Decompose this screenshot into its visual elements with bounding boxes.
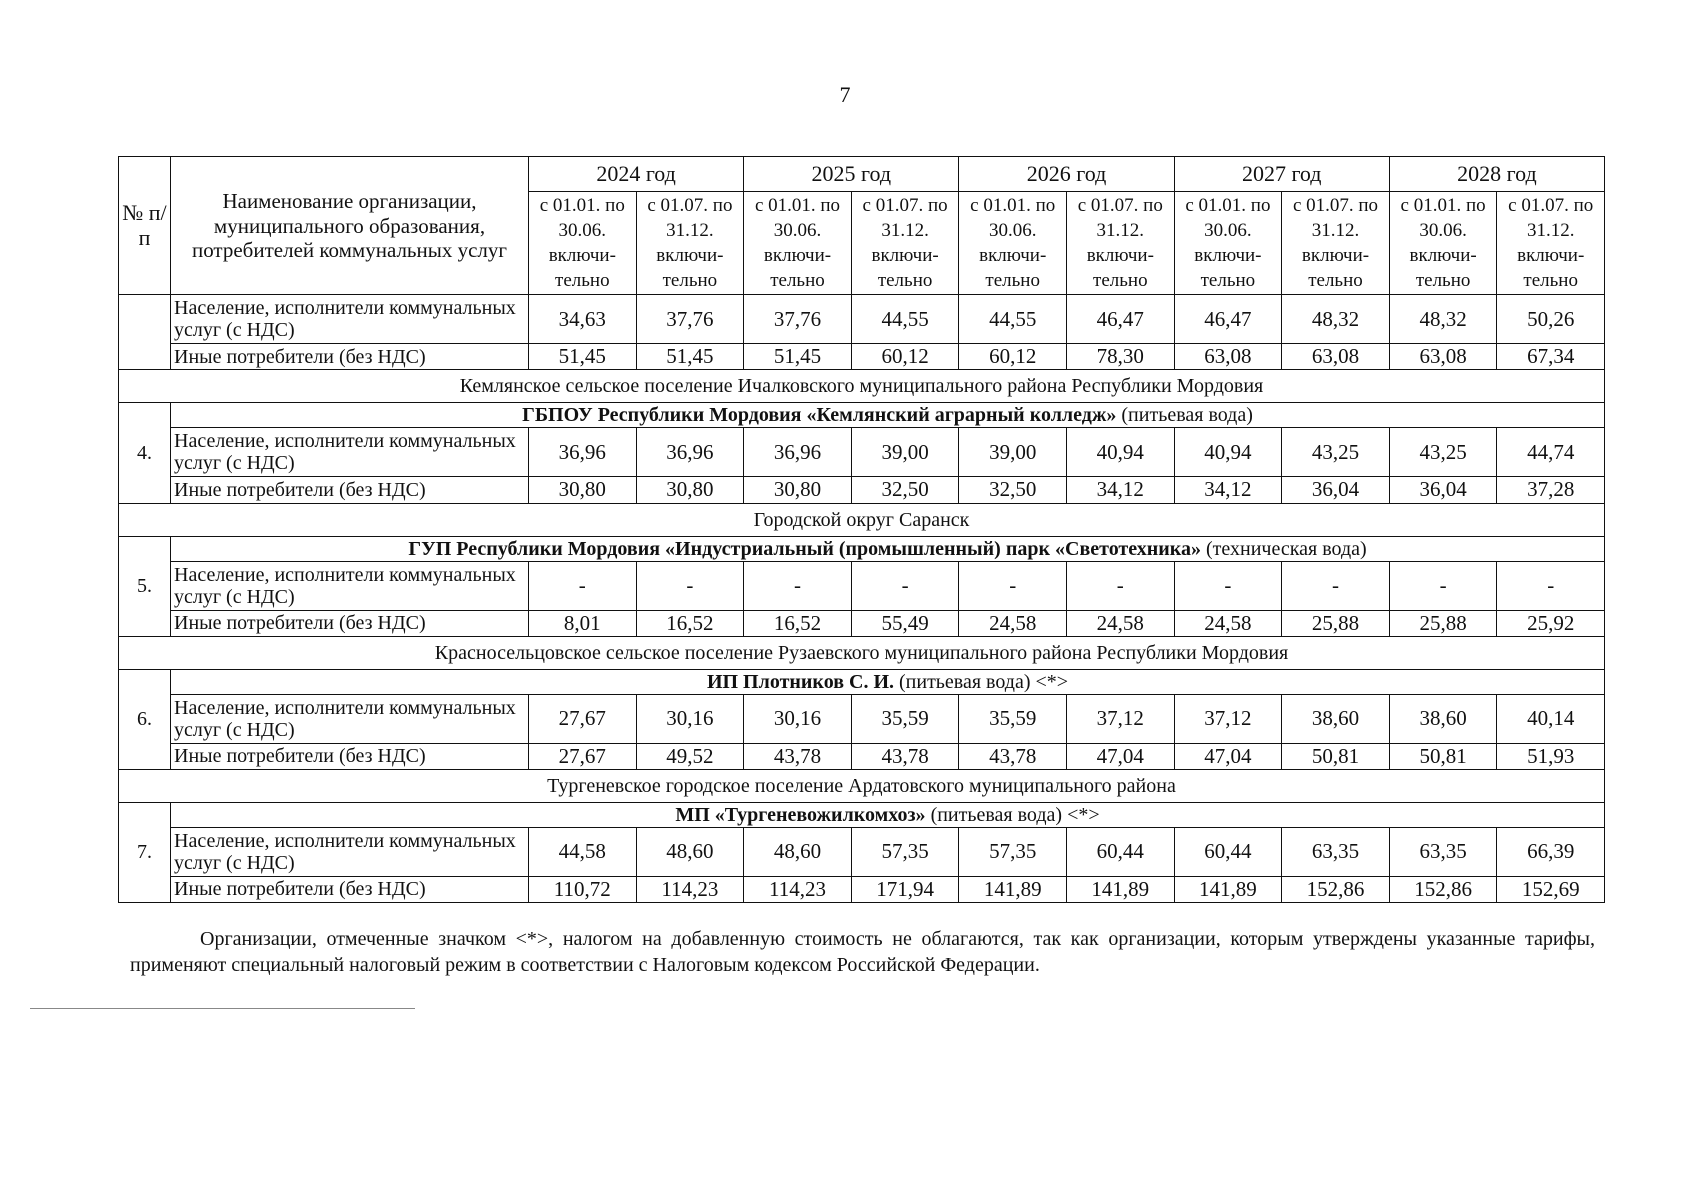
organization-row	[119, 536, 1605, 561]
value-cell: -	[636, 561, 744, 610]
value-cell: 37,76	[636, 295, 744, 344]
value-cell: 39,00	[851, 428, 959, 477]
value-cell: 30,16	[636, 694, 744, 743]
value-cell: -	[959, 561, 1067, 610]
value-cell: 43,25	[1282, 428, 1390, 477]
value-cell: 39,00	[959, 428, 1067, 477]
value-cell: 38,60	[1282, 694, 1390, 743]
value-cell: 43,25	[1389, 428, 1497, 477]
value-cell: 67,34	[1497, 344, 1605, 370]
value-cell: -	[1497, 561, 1605, 610]
value-cell: 43,78	[851, 743, 959, 769]
num-cell	[119, 295, 171, 370]
value-cell: 37,12	[1067, 694, 1175, 743]
value-cell: 35,59	[959, 694, 1067, 743]
value-cell: 30,80	[636, 477, 744, 503]
table-row	[119, 610, 1605, 636]
area-title: Красносельцовское сельское поселение Рузаевского муниципального района Республики Мордовия	[119, 636, 1605, 669]
value-cell: 48,60	[636, 827, 744, 876]
value-cell: 32,50	[959, 477, 1067, 503]
organization-cell	[171, 802, 1605, 827]
period-header: с 01.07. по 31.12. включи- тельно	[636, 192, 744, 295]
value-cell: 152,86	[1389, 876, 1497, 902]
value-cell: 32,50	[851, 477, 959, 503]
area-title: Городской округ Саранск	[119, 503, 1605, 536]
value-cell: -	[529, 561, 637, 610]
value-cell: 114,23	[744, 876, 852, 902]
area-title: Кемлянское сельское поселение Ичалковского муниципального района Республики Мордовия	[119, 370, 1605, 403]
value-cell: 37,12	[1174, 694, 1282, 743]
value-cell: -	[851, 561, 959, 610]
value-cell: 63,08	[1174, 344, 1282, 370]
page-number: 7	[839, 82, 851, 107]
row-label: Население, исполнители коммунальных услуг (с НДС)	[171, 827, 529, 876]
value-cell: 24,58	[959, 610, 1067, 636]
area-row	[119, 769, 1605, 802]
row-label: Население, исполнители коммунальных услуг (с НДС)	[171, 561, 529, 610]
organization-note: (питьевая вода) <*>	[894, 670, 1069, 693]
row-label: Иные потребители (без НДС)	[171, 344, 529, 370]
value-cell: 114,23	[636, 876, 744, 902]
value-cell: 60,12	[851, 344, 959, 370]
table-body	[119, 295, 1605, 902]
value-cell: 44,55	[959, 295, 1067, 344]
value-cell: 36,96	[529, 428, 637, 477]
organization-cell	[171, 669, 1605, 694]
value-cell: 24,58	[1067, 610, 1175, 636]
value-cell: 50,26	[1497, 295, 1605, 344]
value-cell: -	[1174, 561, 1282, 610]
value-cell: 63,35	[1389, 827, 1497, 876]
value-cell: -	[1067, 561, 1175, 610]
period-header: с 01.07. по 31.12. включи- тельно	[851, 192, 959, 295]
table-row	[119, 295, 1605, 344]
value-cell: 37,28	[1497, 477, 1605, 503]
period-header: с 01.01. по 30.06. включи- тельно	[1174, 192, 1282, 295]
value-cell: 63,08	[1282, 344, 1390, 370]
row-label: Население, исполнители коммунальных услуг (с НДС)	[171, 694, 529, 743]
value-cell: -	[1282, 561, 1390, 610]
value-cell: 60,44	[1067, 827, 1175, 876]
row-number: 6.	[119, 669, 171, 769]
value-cell: 36,96	[636, 428, 744, 477]
value-cell: 36,96	[744, 428, 852, 477]
period-header: с 01.01. по 30.06. включи- тельно	[529, 192, 637, 295]
name-column-header: Наименование организации, муниципального образования, потребителей коммунальных услуг	[171, 157, 529, 295]
organization-name: ИП Плотников С. И.	[706, 670, 894, 693]
table-row	[119, 477, 1605, 503]
year-header: 2028 год	[1389, 157, 1604, 192]
organization-note: (техническая вода)	[1201, 537, 1367, 560]
period-header: с 01.07. по 31.12. включи- тельно	[1497, 192, 1605, 295]
value-cell: 27,67	[529, 694, 637, 743]
value-cell: 51,45	[744, 344, 852, 370]
value-cell: 43,78	[959, 743, 1067, 769]
organization-note: (питьевая вода)	[1116, 404, 1253, 427]
value-cell: 30,16	[744, 694, 852, 743]
value-cell: 30,80	[529, 477, 637, 503]
value-cell: 40,94	[1067, 428, 1175, 477]
value-cell: 38,60	[1389, 694, 1497, 743]
value-cell: 66,39	[1497, 827, 1605, 876]
organization-cell	[171, 536, 1605, 561]
row-number: 5.	[119, 536, 171, 636]
num-column-header: № п/п	[119, 157, 171, 295]
value-cell: 171,94	[851, 876, 959, 902]
value-cell: 25,88	[1389, 610, 1497, 636]
value-cell: 44,58	[529, 827, 637, 876]
period-header: с 01.07. по 31.12. включи- тельно	[1282, 192, 1390, 295]
year-header: 2025 год	[744, 157, 959, 192]
value-cell: 60,44	[1174, 827, 1282, 876]
value-cell: 57,35	[959, 827, 1067, 876]
period-header: с 01.01. по 30.06. включи- тельно	[744, 192, 852, 295]
value-cell: 50,81	[1282, 743, 1390, 769]
organization-row	[119, 802, 1605, 827]
value-cell: 36,04	[1389, 477, 1497, 503]
value-cell: 36,04	[1282, 477, 1390, 503]
footer-divider	[30, 1008, 415, 1009]
value-cell: 141,89	[1067, 876, 1175, 902]
row-label: Иные потребители (без НДС)	[171, 477, 529, 503]
organization-name: ГБПОУ Республики Мордовия «Кемлянский аграрный колледж»	[522, 404, 1117, 427]
value-cell: 141,89	[1174, 876, 1282, 902]
row-label: Иные потребители (без НДС)	[171, 876, 529, 902]
value-cell: 16,52	[744, 610, 852, 636]
value-cell: 34,63	[529, 295, 637, 344]
value-cell: 47,04	[1067, 743, 1175, 769]
value-cell: 63,35	[1282, 827, 1390, 876]
table-row	[119, 876, 1605, 902]
value-cell: 51,45	[529, 344, 637, 370]
value-cell: 51,45	[636, 344, 744, 370]
period-header: с 01.01. по 30.06. включи- тельно	[959, 192, 1067, 295]
value-cell: 48,32	[1282, 295, 1390, 344]
value-cell: 44,74	[1497, 428, 1605, 477]
organization-note: (питьевая вода) <*>	[925, 803, 1100, 826]
organization-cell	[171, 403, 1605, 428]
organization-row	[119, 669, 1605, 694]
value-cell: 110,72	[529, 876, 637, 902]
value-cell: 34,12	[1174, 477, 1282, 503]
value-cell: -	[1389, 561, 1497, 610]
tariff-table	[118, 156, 1605, 903]
value-cell: 25,92	[1497, 610, 1605, 636]
table-row	[119, 428, 1605, 477]
footnote: Организации, отмеченные значком <*>, налогом на добавленную стоимость не облагаются, так как организации, которым утверждены указанные тарифы, применяют специальный налоговый режим в соответствии с Налоговым кодексом Российской Федерации.	[130, 928, 1595, 976]
value-cell: 46,47	[1174, 295, 1282, 344]
value-cell: 47,04	[1174, 743, 1282, 769]
period-header: с 01.07. по 31.12. включи- тельно	[1067, 192, 1175, 295]
value-cell: 44,55	[851, 295, 959, 344]
value-cell: 27,67	[529, 743, 637, 769]
value-cell: 152,86	[1282, 876, 1390, 902]
year-header: 2024 год	[529, 157, 744, 192]
period-header: с 01.01. по 30.06. включи- тельно	[1389, 192, 1497, 295]
row-label: Иные потребители (без НДС)	[171, 610, 529, 636]
value-cell: 8,01	[529, 610, 637, 636]
value-cell: 37,76	[744, 295, 852, 344]
table-row	[119, 344, 1605, 370]
area-row	[119, 636, 1605, 669]
organization-name: МП «Тургеневожилкомхоз»	[675, 803, 926, 826]
area-row	[119, 503, 1605, 536]
value-cell: 49,52	[636, 743, 744, 769]
value-cell: 40,94	[1174, 428, 1282, 477]
year-header: 2026 год	[959, 157, 1174, 192]
year-header-row	[119, 157, 1605, 192]
table-row	[119, 743, 1605, 769]
organization-row	[119, 403, 1605, 428]
value-cell: 40,14	[1497, 694, 1605, 743]
table-row	[119, 827, 1605, 876]
organization-name: ГУП Республики Мордовия «Индустриальный (промышленный) парк «Светотехника»	[408, 537, 1201, 560]
value-cell: 24,58	[1174, 610, 1282, 636]
value-cell: 34,12	[1067, 477, 1175, 503]
row-label: Иные потребители (без НДС)	[171, 743, 529, 769]
value-cell: 46,47	[1067, 295, 1175, 344]
value-cell: 48,32	[1389, 295, 1497, 344]
row-number: 4.	[119, 403, 171, 503]
row-label: Население, исполнители коммунальных услуг (с НДС)	[171, 295, 529, 344]
value-cell: 25,88	[1282, 610, 1390, 636]
value-cell: 55,49	[851, 610, 959, 636]
area-row	[119, 370, 1605, 403]
row-label: Население, исполнители коммунальных услуг (с НДС)	[171, 428, 529, 477]
value-cell: 63,08	[1389, 344, 1497, 370]
row-number: 7.	[119, 802, 171, 902]
value-cell: 30,80	[744, 477, 852, 503]
value-cell: 48,60	[744, 827, 852, 876]
value-cell: 152,69	[1497, 876, 1605, 902]
table-row	[119, 561, 1605, 610]
value-cell: 50,81	[1389, 743, 1497, 769]
value-cell: 35,59	[851, 694, 959, 743]
value-cell: -	[744, 561, 852, 610]
value-cell: 57,35	[851, 827, 959, 876]
value-cell: 16,52	[636, 610, 744, 636]
value-cell: 60,12	[959, 344, 1067, 370]
value-cell: 78,30	[1067, 344, 1175, 370]
area-title: Тургеневское городское поселение Ардатовского муниципального района	[119, 769, 1605, 802]
value-cell: 43,78	[744, 743, 852, 769]
table-row	[119, 694, 1605, 743]
value-cell: 141,89	[959, 876, 1067, 902]
year-header: 2027 год	[1174, 157, 1389, 192]
value-cell: 51,93	[1497, 743, 1605, 769]
